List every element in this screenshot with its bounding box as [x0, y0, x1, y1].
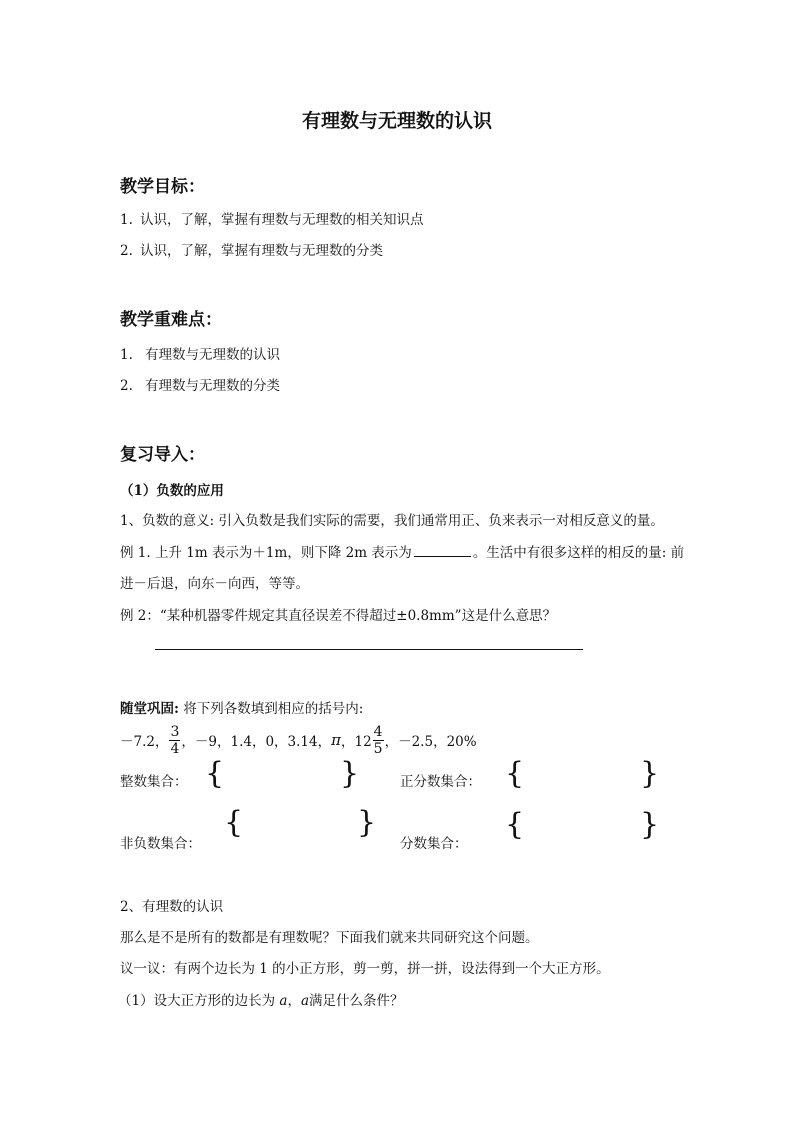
fraction-set-open-brace: { [505, 807, 525, 842]
question-text: （1）设大正方形的边长为 [118, 993, 280, 1009]
number-list-part: ，－2.5，20% [384, 734, 477, 750]
positive-fraction-set-close-brace: } [640, 756, 660, 791]
rational-paragraph-2: 议一议：有两个边长为 1 的小正方形，剪一剪，拼一拼，设法得到一个大正方形。 [120, 961, 610, 977]
fraction-denominator: 5 [373, 740, 383, 757]
list-number: 2. [120, 378, 133, 394]
practice-text: 将下列各数填到相应的括号内: [178, 701, 364, 717]
number-list [120, 718, 477, 762]
list-text: 认识，了解，掌握有理数与无理数的相关知识点 [140, 212, 424, 228]
pi-symbol: π [331, 731, 341, 749]
variable-a: a [300, 993, 310, 1009]
number-list-part: －7.2， [120, 734, 169, 750]
list-text: 有理数与无理数的分类 [145, 378, 280, 394]
fraction-4-5 [373, 724, 384, 757]
list-number: 1. [120, 347, 133, 363]
number-list-part: ，－9，1.4，0，3.14， [181, 734, 332, 750]
difficulty-item-2 [120, 374, 280, 394]
positive-fraction-set-label: 正分数集合： [400, 774, 481, 790]
question-text: ， [287, 993, 301, 1009]
objectives-heading: 教学目标： [120, 177, 205, 197]
list-number: 2. [120, 243, 133, 259]
number-list-part: ，12 [340, 734, 372, 750]
page-title: 有理数与无理数的认识 [301, 110, 492, 132]
paragraph-negative-meaning: 1、负数的意义: 引入负数是我们实际的需要，我们通常用正、负来表示一对相反意义的量。 [120, 513, 664, 529]
fraction-3-4 [169, 724, 180, 757]
example-1-line-2: 进－后退，向东－向西，等等。 [120, 576, 309, 592]
non-negative-set-label: 非负数集合： [120, 836, 201, 852]
non-negative-set-close-brace: } [357, 805, 377, 840]
answer-line[interactable] [155, 649, 583, 650]
fraction-numerator: 4 [373, 723, 383, 740]
fraction-set-label: 分数集合： [400, 836, 468, 852]
example-1-line-1 [120, 541, 684, 561]
integer-set-open-brace: { [205, 756, 225, 791]
review-heading: 复习导入： [120, 445, 205, 465]
rational-heading: 2、有理数的认识 [120, 899, 224, 915]
non-negative-set-open-brace: { [224, 805, 244, 840]
fraction-denominator: 4 [170, 740, 180, 757]
example-1-text-cont: 。生活中有很多这样的相反的量: 前 [472, 545, 685, 561]
positive-fraction-set-open-brace: { [505, 756, 525, 791]
example-2: 例 2：“某种机器零件规定其直径误差不得超过±0.8mm”这是什么意思？ [120, 608, 557, 624]
objective-item-1 [120, 208, 424, 228]
practice-instruction [120, 697, 363, 717]
integer-set-close-brace: } [340, 756, 360, 791]
example-1-text: 例 1. 上升 1m 表示为＋1m，则下降 2m 表示为 [120, 545, 412, 561]
subsection-negative-numbers: （1）负数的应用 [120, 483, 224, 499]
question-text: 满足什么条件？ [309, 993, 404, 1009]
rational-question-1 [118, 989, 404, 1009]
list-text: 有理数与无理数的认识 [145, 347, 280, 363]
difficulties-heading: 教学重难点： [120, 310, 222, 330]
list-text: 认识，了解，掌握有理数与无理数的分类 [140, 243, 383, 259]
fill-blank[interactable] [414, 543, 471, 557]
objective-item-2 [120, 239, 383, 259]
fraction-set-close-brace: } [640, 807, 660, 842]
variable-a: a [279, 993, 288, 1009]
difficulty-item-1 [120, 343, 280, 363]
integer-set-label: 整数集合： [120, 774, 188, 790]
rational-paragraph-1: 那么是不是所有的数都是有理数呢？下面我们就来共同研究这个问题。 [120, 930, 539, 946]
fraction-numerator: 3 [170, 723, 180, 740]
list-number: 1. [120, 212, 133, 228]
practice-label: 随堂巩固: [120, 701, 179, 717]
